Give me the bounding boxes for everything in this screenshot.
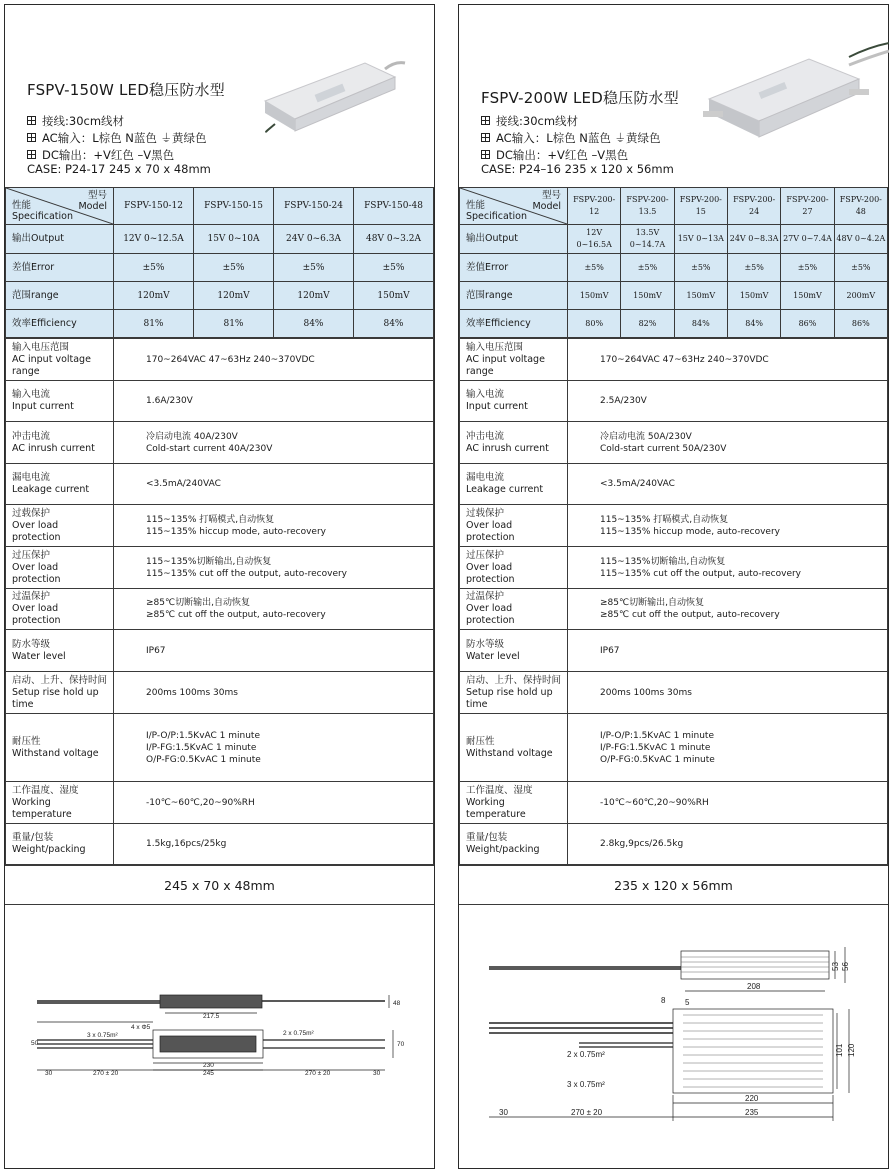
model-name: FSPV-200-48 [834,188,887,225]
spec-value: <3.5mA/240VAC [146,479,221,489]
spec-row [460,630,888,672]
panel-header [459,5,888,187]
spec-label-cn: 过载保护 [466,507,505,519]
spec-value: 1.6A/230V [146,396,193,406]
table-row [460,282,888,310]
spec-label-cn: 防水等级 [466,638,505,650]
spec-value: IP67 [600,645,620,656]
model-name: FSPV-150-12 [114,188,194,225]
cell-value: ±5% [834,254,887,282]
spec-value: IP67 [146,645,166,656]
spec-label-en: Input current [12,401,74,412]
dim-56: 56 [841,962,850,971]
table-row [460,225,888,254]
spec-value: 2.8kg,9pcs/26.5kg [600,839,684,849]
spec-label-en: AC inrush current [12,442,95,454]
spec-label-cn: 重量/包装 [12,832,54,843]
spec-detail-table [459,338,888,865]
dim-4x5: 4 x Φ5 [131,1024,151,1031]
spec-table [459,187,888,338]
table-header-row [460,188,888,225]
dim-70: 70 [397,1041,405,1048]
spec-value: I/P-O/P:1.5KvAC 1 minute [146,730,261,741]
spec-label-en: Working temperature [466,796,526,820]
spec-label-en: Leakage current [466,484,544,495]
cell-value: 150mV [674,282,727,310]
ac-input-text: AC输入：L棕色 N蓝色 ⏚黄绿色 [496,131,661,145]
spec-label-cn: 输入电压范围 [12,341,70,353]
spec-value: ≥85℃切断输出,自动恢复 [146,598,250,608]
spec-label-cn: 输入电压范围 [466,341,524,353]
spec-label-en: AC input voltage range [466,353,545,377]
row-label: 范围range [460,282,568,310]
spec-value: 115~135%切断输出,自动恢复 [146,556,272,567]
case-text: CASE: P24–16 235 x 120 x 56mm [481,162,674,176]
spec-value: 115~135% 打嗝模式,自动恢复 [146,514,275,525]
model-name: FSPV-150-15 [194,188,274,225]
spec-label-cn: 耐压性 [12,735,41,747]
cell-value: 120mV [274,282,354,310]
spec-value: 冷启动电流 50A/230V [600,431,692,442]
cell-value: 27V 0~7.4A [781,225,834,254]
spec-value: 200ms 100ms 30ms [146,687,238,698]
spec-label-en: Withstand voltage [466,747,553,759]
spec-value: O/P-FG:0.5KvAC 1 minute [146,754,261,765]
cell-value: 150mV [621,282,674,310]
wiring-text: 接线:30cm线材 [496,114,579,128]
wiring-icon [27,116,36,125]
spec-label-en: Working temperature [12,796,72,820]
spec-label-en: Over load protection [12,561,61,585]
cell-value: 86% [834,310,887,338]
spec-label-cn: 过温保护 [12,591,51,602]
spec-label-en: Over load protection [12,603,61,626]
spec-label-en: Input current [466,401,528,412]
spec-row [460,422,888,464]
dimension-label: 245 x 70 x 48mm [5,865,434,905]
spec-label-en: Setup rise hold up time [466,686,553,710]
spec-label-en: Specification [466,211,527,222]
dim-220: 220 [745,1094,759,1103]
spec-value: -10℃~60℃,20~90%RH [146,797,255,808]
spec-label-en: Water level [466,650,520,662]
spec-value: ≥85℃切断输出,自动恢复 [600,598,704,608]
spec-label-cn: 过压保护 [12,549,51,561]
cell-value: 120mV [194,282,274,310]
cell-value: 84% [274,310,354,338]
spec-row [6,381,434,422]
spec-value: O/P-FG:0.5KvAC 1 minute [600,754,715,765]
model-name: FSPV-150-48 [354,188,434,225]
spec-value: ≥85℃ cut off the output, auto-recovery [600,610,780,620]
dim-3x075: 3 x 0.75m² [567,1080,605,1089]
spec-row [460,464,888,505]
spec-label-en: AC input voltage range [12,353,91,377]
cell-value: ±5% [568,254,621,282]
spec-label-cn: 耐压性 [466,735,495,747]
dim-235: 235 [745,1108,759,1117]
dimension-label: 235 x 120 x 56mm [459,865,888,905]
dim-120: 120 [847,1043,856,1057]
dim-270: 270 ± 20 [571,1108,603,1117]
spec-value: <3.5mA/240VAC [600,479,675,489]
cell-value: 48V 0~3.2A [354,225,434,254]
model-name: FSPV-200-24 [727,188,780,225]
model-name: FSPV-200-15 [674,188,727,225]
spec-value: 115~135% hiccup mode, auto-recovery [600,526,780,537]
spec-row [6,714,434,782]
cell-value: 24V 0~6.3A [274,225,354,254]
cell-value: ±5% [621,254,674,282]
technical-drawing [5,905,434,1167]
model-name: FSPV-200-13.5 [621,188,674,225]
table-row [6,310,434,338]
cell-value: ±5% [674,254,727,282]
product-photo [699,39,889,149]
spec-value: ≥85℃ cut off the output, auto-recovery [146,610,326,620]
ac-input-text: AC输入：L棕色 N蓝色 ⏚黄绿色 [42,131,207,145]
dim-5: 5 [685,998,690,1007]
cell-value: 150mV [781,282,834,310]
spec-value: 170~264VAC 47~63Hz 240~370VDC [146,354,315,365]
model-label-en: Model [78,201,107,212]
model-name: FSPV-200-12 [568,188,621,225]
spec-value: I/P-FG:1.5KvAC 1 minute [600,742,711,753]
spec-row [460,782,888,824]
spec-row [460,381,888,422]
dc-output-text: DC输出：+V红色 –V黑色 [496,148,629,162]
cell-value: ±5% [354,254,434,282]
spec-row [6,339,434,381]
header-corner-cell [460,188,568,225]
spec-row [460,589,888,630]
product-title: FSPV-200W LED稳压防水型 [481,89,679,107]
spec-value: 1.5kg,16pcs/25kg [146,839,227,849]
dim-217: 217.5 [203,1013,220,1020]
cell-value: 12V 0~16.5A [568,225,621,254]
header-corner-cell [6,188,114,225]
model-label-cn: 型号 [541,190,561,201]
wiring-icon [481,116,490,125]
cell-value: 15V 0~10A [194,225,274,254]
spec-label-cn: 过压保护 [466,549,505,561]
cell-value: ±5% [781,254,834,282]
spec-row [6,589,434,630]
spec-value: -10℃~60℃,20~90%RH [600,797,709,808]
dc-output-text: DC输出：+V红色 –V黑色 [42,148,175,162]
technical-drawing [459,905,888,1167]
cell-value: ±5% [727,254,780,282]
dim-2x075: 2 x 0.75m² [567,1050,605,1059]
spec-label-cn: 防水等级 [12,638,51,650]
dim-270: 270 ± 20 [93,1070,119,1077]
dim-48: 48 [393,1000,401,1007]
cell-value: 200mV [834,282,887,310]
spec-label-cn: 过温保护 [466,591,505,602]
spec-label-cn: 冲击电流 [466,430,505,442]
cell-value: 84% [674,310,727,338]
cell-value: 24V 0~8.3A [727,225,780,254]
spec-label-en: Leakage current [12,484,90,495]
spec-value: I/P-FG:1.5KvAC 1 minute [146,742,257,753]
spec-label-cn: 漏电电流 [466,472,505,483]
spec-label-en: Setup rise hold up time [12,686,99,710]
spec-row [6,672,434,714]
spec-row [460,505,888,547]
dim-30: 30 [373,1070,381,1077]
spec-label-en: Weight/packing [466,844,540,855]
cell-value: 15V 0~13A [674,225,727,254]
spec-label-en: Water level [12,650,66,662]
spec-label-en: Withstand voltage [12,747,99,759]
dim-270: 270 ± 20 [305,1070,331,1077]
spec-label-cn: 工作温度、湿度 [12,784,79,796]
cell-value: 81% [194,310,274,338]
row-label: 差值Error [6,254,114,282]
cell-value: ±5% [194,254,274,282]
spec-row [6,464,434,505]
row-label: 效率Efficiency [6,310,114,338]
spec-label-en: AC inrush current [466,442,549,454]
spec-row [6,630,434,672]
spec-label-cn: 重量/包装 [466,832,508,843]
dim-53: 53 [831,962,840,971]
spec-label-cn: 工作温度、湿度 [466,784,533,796]
case-text: CASE: P24-17 245 x 70 x 48mm [27,162,211,176]
row-label: 输出Output [460,225,568,254]
spec-label-en: Over load protection [466,561,515,585]
dim-30: 30 [45,1070,53,1077]
table-row [460,254,888,282]
dim-3x075: 3 x 0.75m² [87,1032,118,1039]
model-label-en: Model [532,201,561,212]
dim-245: 245 [203,1070,214,1077]
cell-value: 150mV [354,282,434,310]
spec-value: I/P-O/P:1.5KvAC 1 minute [600,730,715,741]
spec-row [6,782,434,824]
spec-value: 115~135% hiccup mode, auto-recovery [146,526,326,537]
cell-value: 120mV [114,282,194,310]
table-row [6,225,434,254]
dc-output-icon [481,150,490,159]
row-label: 效率Efficiency [460,310,568,338]
table-header-row [6,188,434,225]
spec-value: Cold-start current 50A/230V [600,443,727,454]
spec-row [460,824,888,865]
spec-value: 200ms 100ms 30ms [600,687,692,698]
spec-value: 170~264VAC 47~63Hz 240~370VDC [600,354,769,365]
spec-label-cn: 输入电流 [12,389,51,400]
dim-230: 230 [203,1062,214,1069]
dim-101: 101 [835,1043,844,1057]
ac-input-icon [27,133,36,142]
dim-50: 50 [31,1040,39,1047]
dc-output-icon [27,150,36,159]
table-row [6,282,434,310]
spec-row [460,547,888,589]
spec-row [6,422,434,464]
dim-2x075: 2 x 0.75m² [283,1030,314,1037]
cell-value: 13.5V 0~14.7A [621,225,674,254]
product-panel-fspv-200 [458,4,889,1169]
spec-detail-table [5,338,434,865]
spec-label-cn: 输入电流 [466,389,505,400]
spec-row [460,714,888,782]
spec-label-cn: 性能 [466,200,486,211]
spec-value: 115~135% cut off the output, auto-recovery [146,568,348,579]
model-name: FSPV-150-24 [274,188,354,225]
cell-value: 48V 0~4.2A [834,225,887,254]
spec-row [6,547,434,589]
cell-value: 84% [727,310,780,338]
spec-label-en: Over load protection [12,519,61,543]
spec-label-cn: 启动、上升、保持时间 [466,674,562,686]
spec-value: 115~135% cut off the output, auto-recovery [600,568,802,579]
dim-30: 30 [499,1108,508,1117]
cell-value: 84% [354,310,434,338]
spec-table [5,187,434,338]
model-name: FSPV-200-27 [781,188,834,225]
spec-label-cn: 性能 [12,200,32,211]
dim-208: 208 [747,982,761,991]
spec-value: 115~135%切断输出,自动恢复 [600,556,726,567]
spec-value: Cold-start current 40A/230V [146,443,273,454]
product-panel-fspv-150 [4,4,435,1169]
ac-input-icon [481,133,490,142]
cell-value: 150mV [727,282,780,310]
spec-label-en: Over load protection [466,519,515,543]
spec-value: 冷启动电流 40A/230V [146,431,238,442]
wiring-text: 接线:30cm线材 [42,114,125,128]
spec-label-en: Weight/packing [12,844,86,855]
spec-row [6,824,434,865]
spec-value: 115~135% 打嗝模式,自动恢复 [600,514,729,525]
cell-value: 82% [621,310,674,338]
row-label: 范围range [6,282,114,310]
spec-label-en: Specification [12,211,73,222]
product-title: FSPV-150W LED稳压防水型 [27,81,225,99]
cell-value: ±5% [274,254,354,282]
row-label: 输出Output [6,225,114,254]
cell-value: 81% [114,310,194,338]
dim-8: 8 [661,996,666,1005]
cell-value: 12V 0~12.5A [114,225,194,254]
spec-value: 2.5A/230V [600,396,647,406]
model-label-cn: 型号 [87,190,107,201]
cell-value: 80% [568,310,621,338]
spec-row [460,339,888,381]
table-row [460,310,888,338]
spec-label-cn: 漏电电流 [12,472,51,483]
spec-row [6,505,434,547]
spec-label-cn: 冲击电流 [12,430,51,442]
panel-header [5,5,434,187]
cell-value: 86% [781,310,834,338]
spec-row [460,672,888,714]
spec-label-cn: 过载保护 [12,507,51,519]
cell-value: 150mV [568,282,621,310]
row-label: 差值Error [460,254,568,282]
cell-value: ±5% [114,254,194,282]
spec-label-cn: 启动、上升、保持时间 [12,674,108,686]
table-row [6,254,434,282]
product-photo [245,49,415,139]
spec-label-en: Over load protection [466,603,515,626]
